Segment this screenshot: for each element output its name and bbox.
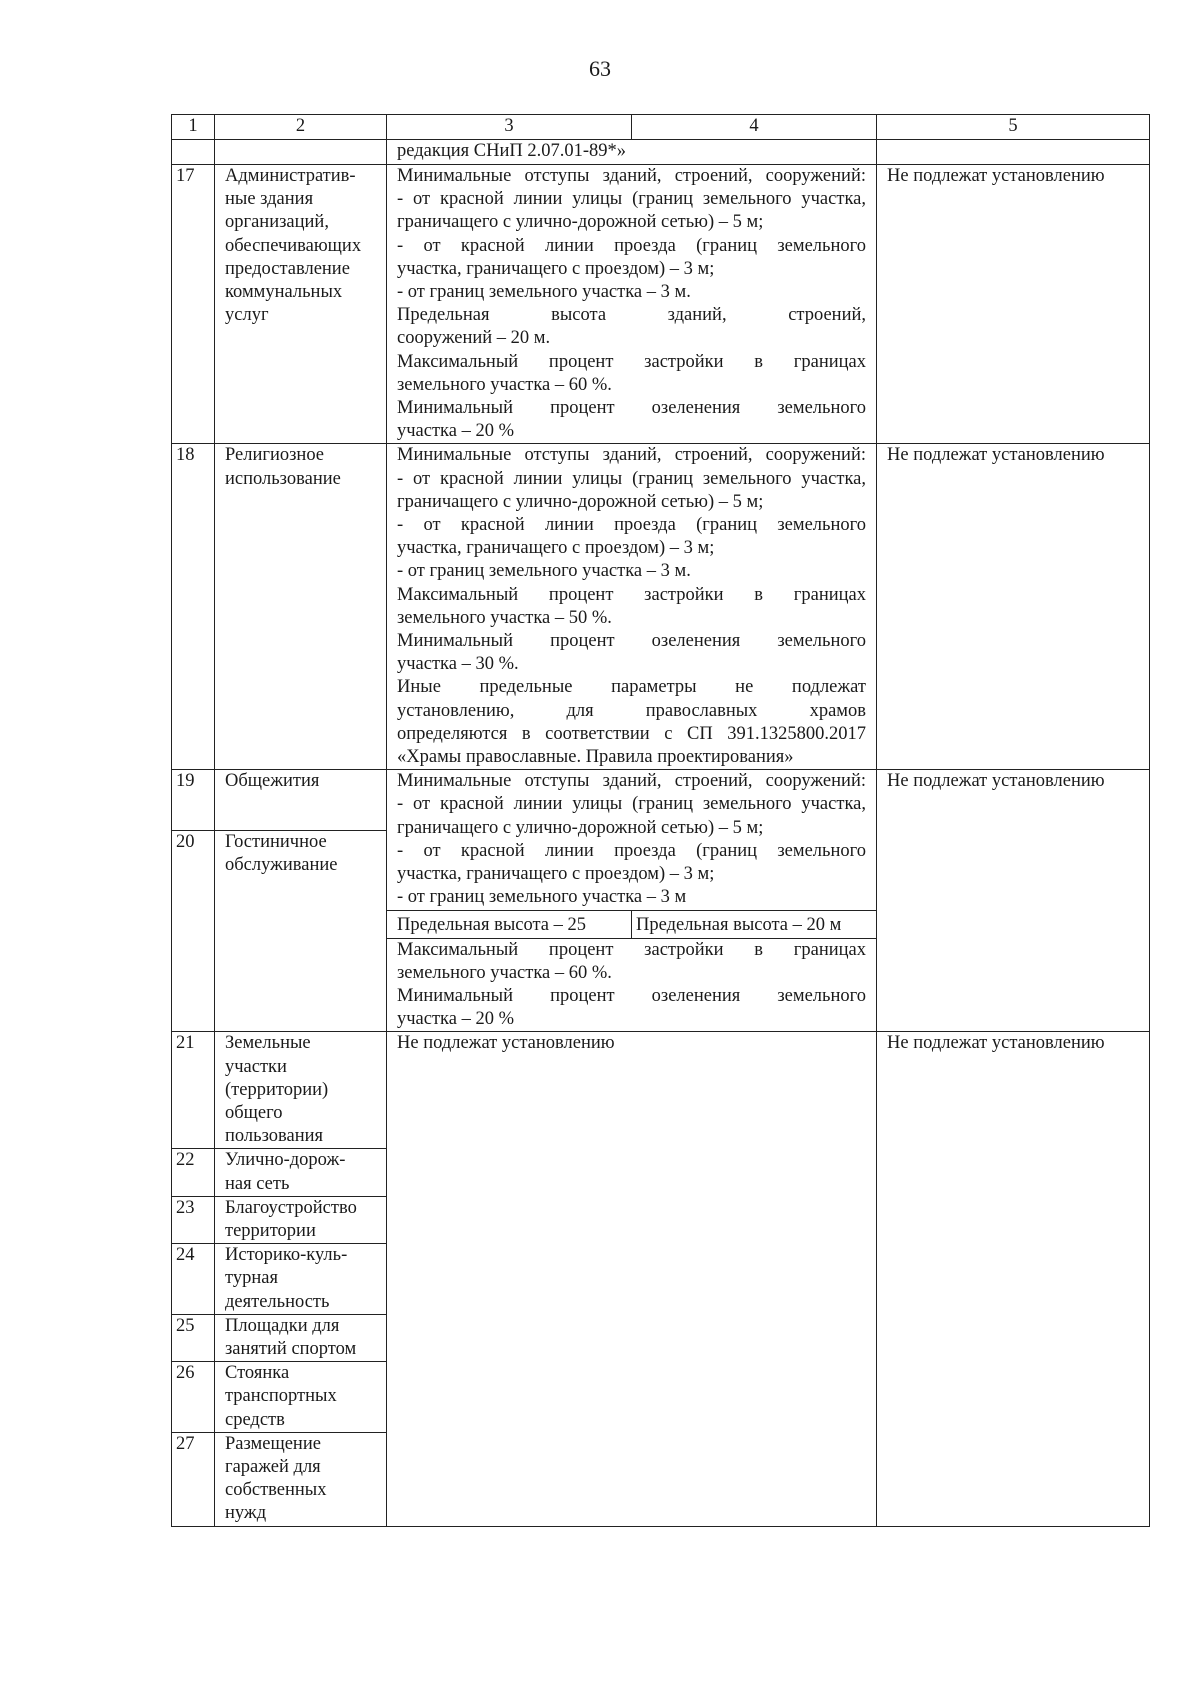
name-line: Улично-дорож- (225, 1150, 346, 1171)
name-line: Стоянка (225, 1363, 290, 1384)
param-line: граничащего с улично-дорожной сетью) – 5 м; (397, 817, 764, 838)
use-name (215, 444, 387, 770)
page-number: 63 (589, 56, 611, 81)
name-line: организаций, (225, 212, 329, 233)
name-line: Гостиничное (225, 832, 327, 853)
row-number: 27 (172, 1432, 215, 1526)
name-line: ная сеть (225, 1173, 290, 1194)
table-row-17 (172, 165, 1150, 444)
param-line: земельного участка – 60 %. (397, 374, 612, 395)
row-number: 22 (172, 1149, 215, 1196)
param-line: Минимальные отступы зданий, строений, сооружений: (397, 445, 866, 466)
name-line: коммунальных (225, 282, 343, 303)
param-line: Минимальные отступы зданий, строений, сооружений: (397, 771, 866, 792)
header-cell-1: 1 (172, 115, 215, 140)
name-line: Площадки для (225, 1315, 340, 1336)
name-line: Земельные (225, 1033, 311, 1054)
param-line: Минимальный процент озеленения земельного (397, 631, 866, 652)
row-number: 25 (172, 1314, 215, 1361)
name-line: Религиозное (225, 445, 325, 466)
row-number: 26 (172, 1362, 215, 1433)
cont-name (215, 140, 387, 165)
row-number: 24 (172, 1244, 215, 1315)
param-line: Максимальный процент застройки в границах (397, 584, 866, 605)
row-number: 23 (172, 1196, 215, 1243)
name-line: Благоустройство (225, 1197, 357, 1218)
use-name (215, 1149, 387, 1196)
name-line: Административ- (225, 166, 356, 186)
cont-col5 (877, 140, 1150, 165)
param-line: участка – 30 %. (397, 654, 519, 675)
continuation-row (172, 140, 1150, 165)
parameters-cell (387, 444, 877, 770)
param-line: - от красной линии улицы (границ земельного участка, (397, 468, 866, 489)
name-line: общего (225, 1102, 283, 1123)
param-line: участка, граничащего с проездом) – 3 м; (397, 258, 715, 279)
name-line: деятельность (225, 1291, 330, 1312)
param-line: сооружений – 20 м. (397, 328, 551, 349)
header-row (172, 115, 1150, 140)
name-line: пользования (225, 1126, 324, 1147)
param-line: земельного участка – 60 %. (397, 962, 612, 983)
param-line: - от границ земельного участка – 3 м. (397, 282, 691, 303)
name-line: нужд (225, 1503, 267, 1524)
header-cell-5: 5 (877, 115, 1150, 140)
param-line: участка – 20 % (397, 421, 515, 442)
use-name (215, 1244, 387, 1315)
param-line: - от красной линии улицы (границ земельного участка, (397, 189, 866, 210)
param-line: Иные предельные параметры не подлежат (397, 677, 866, 698)
param-line: «Храмы православные. Правила проектирования» (397, 747, 794, 768)
col5-cell: Не подлежат установлению (877, 770, 1150, 1032)
name-line: обеспечивающих (225, 235, 362, 256)
param-line: - от границ земельного участка – 3 м. (397, 561, 691, 582)
coverage-cell (387, 938, 877, 1032)
header-cell-2: 2 (215, 115, 387, 140)
name-line: гаражей для (225, 1456, 321, 1477)
col5-cell: Не подлежат установлению (877, 165, 1150, 444)
regulations-table (171, 114, 1150, 1527)
param-line: участка, граничащего с проездом) – 3 м; (397, 864, 715, 885)
name-line: обслуживание (225, 855, 338, 876)
name-line: Общежития (225, 771, 320, 792)
header-cell-4: 4 (632, 115, 877, 140)
use-name (215, 1314, 387, 1361)
param-line: установлению, для православных храмов (397, 700, 866, 721)
name-line: участки (225, 1056, 287, 1077)
param-line: Максимальный процент застройки в границах (397, 351, 866, 372)
name-line: ные здания (225, 189, 314, 210)
col5-cell: Не подлежат установлению (877, 444, 1150, 770)
param-line: определяются в соответствии с СП 391.1325800.2017 (397, 723, 866, 744)
param-line: - от красной линии проезда (границ земельного (397, 840, 866, 861)
name-line: транспортных (225, 1386, 337, 1407)
param-line: - от красной линии проезда (границ земельного (397, 515, 866, 536)
name-line: использование (225, 468, 341, 489)
cont-num (172, 140, 215, 165)
parameters-cell: Не подлежат установлению (387, 1032, 877, 1526)
use-name (215, 1196, 387, 1243)
name-line: услуг (225, 305, 269, 326)
use-name (215, 1362, 387, 1433)
height-col3: Предельная высота – 25 (387, 910, 632, 938)
use-name (215, 770, 387, 831)
row-number: 18 (172, 444, 215, 770)
table-row-19 (172, 770, 1150, 831)
table-row-21 (172, 1032, 1150, 1149)
use-name (215, 1032, 387, 1149)
use-name (215, 165, 387, 444)
row-number: 19 (172, 770, 215, 831)
cont-params: редакция СНиП 2.07.01-89*» (387, 140, 877, 165)
row-number: 17 (172, 165, 215, 444)
col5-cell: Не подлежат установлению (877, 1032, 1150, 1526)
parameters-cell (387, 770, 877, 910)
param-line: граничащего с улично-дорожной сетью) – 5 м; (397, 212, 764, 233)
param-line: Минимальные отступы зданий, строений, сооружений: (397, 166, 866, 186)
param-line: Минимальный процент озеленения земельного (397, 985, 866, 1006)
param-line: - от границ земельного участка – 3 м (397, 887, 687, 908)
name-line: Размещение (225, 1433, 321, 1454)
name-line: собственных (225, 1480, 327, 1501)
param-line: Предельная высота зданий, строений, (397, 305, 866, 326)
param-line: - от красной линии проезда (границ земельного (397, 235, 866, 256)
name-line: занятий спортом (225, 1338, 357, 1359)
row-number: 21 (172, 1032, 215, 1149)
name-line: предоставление (225, 258, 350, 279)
param-line: земельного участка – 50 %. (397, 607, 612, 628)
use-name (215, 1432, 387, 1526)
height-col4: Предельная высота – 20 м (632, 910, 877, 938)
name-line: территории (225, 1220, 316, 1241)
param-line: Минимальный процент озеленения земельного (397, 398, 866, 419)
row-number: 20 (172, 831, 215, 1032)
param-line: - от красной линии улицы (границ земельного участка, (397, 794, 866, 815)
name-line: (территории) (225, 1079, 329, 1100)
header-cell-3: 3 (387, 115, 632, 140)
param-line: участка, граничащего с проездом) – 3 м; (397, 538, 715, 559)
table-row-18 (172, 444, 1150, 770)
name-line: Историко-куль- (225, 1245, 348, 1266)
param-line: участка – 20 % (397, 1009, 515, 1030)
name-line: турная (225, 1268, 278, 1289)
param-line: Максимальный процент застройки в границах (397, 939, 866, 960)
name-line: средств (225, 1409, 285, 1430)
param-line: граничащего с улично-дорожной сетью) – 5 м; (397, 491, 764, 512)
use-name (215, 831, 387, 1032)
parameters-cell (387, 165, 877, 444)
